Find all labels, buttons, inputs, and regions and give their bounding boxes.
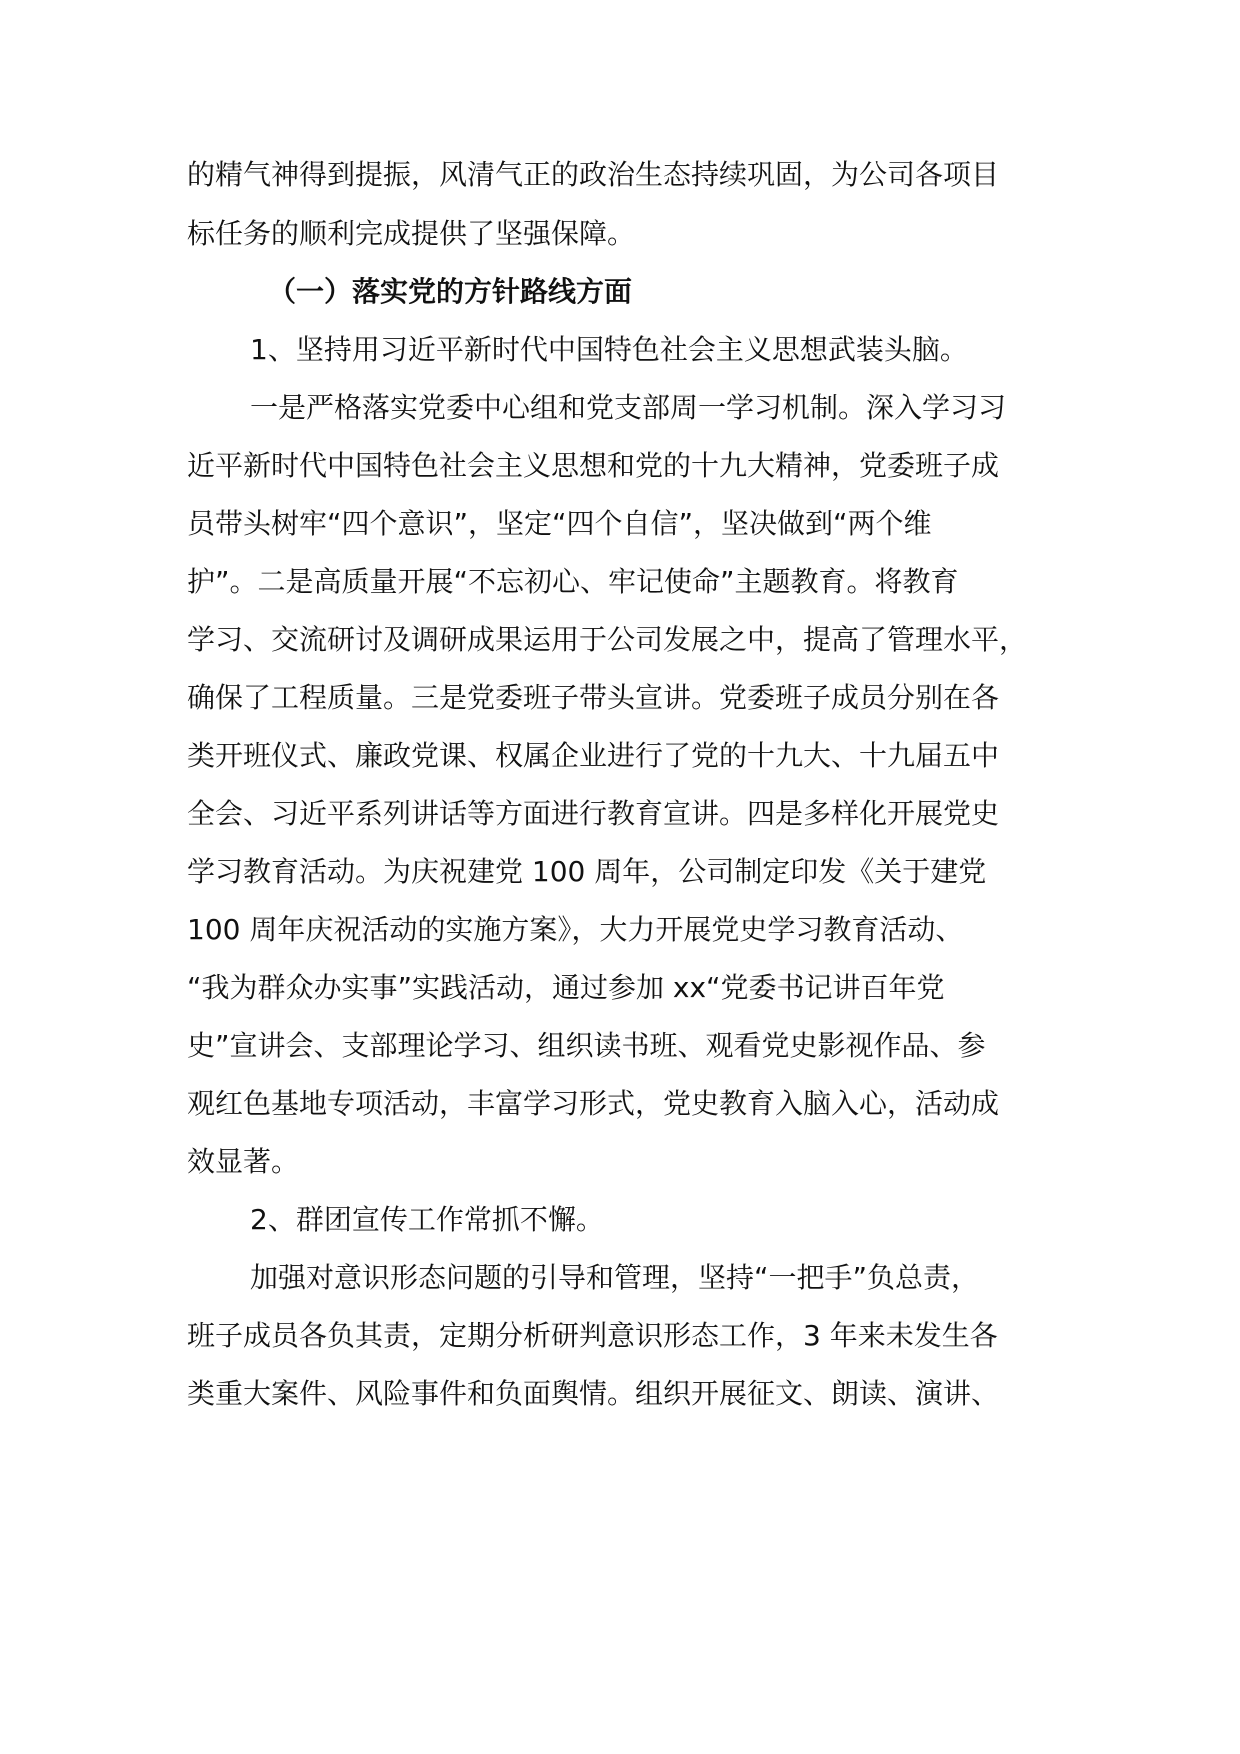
paragraph-line: 观红色基地专项活动，丰富学习形式，党史教育入脑入心，活动成 [187,1087,1000,1120]
paragraph-line: 史”宣讲会、支部理论学习、组织读书班、观看党史影视作品、参 [187,1029,986,1062]
paragraph-line: 标任务的顺利完成提供了坚强保障。 [187,217,636,250]
subsection-heading: 1、坚持用习近平新时代中国特色社会主义思想武装头脑。 [250,333,968,366]
paragraph-line: 的精气神得到提振，风清气正的政治生态持续巩固，为公司各项目 [187,158,1000,191]
subsection-heading: 2、群团宣传工作常抓不懈。 [250,1203,604,1236]
paragraph-line: 近平新时代中国特色社会主义思想和党的十九大精神，党委班子成 [187,449,1000,482]
paragraph-line: 效显著。 [187,1145,300,1178]
paragraph-line: 学习教育活动。为庆祝建党 100 周年，公司制定印发《关于建党 [187,855,987,888]
paragraph-line: 护”。二是高质量开展“不忘初心、牢记使命”主题教育。将教育 [187,565,959,598]
paragraph-line: 员带头树牢“四个意识”，坚定“四个自信”，坚决做到“两个维 [187,507,932,540]
paragraph-line: 加强对意识形态问题的引导和管理，坚持“一把手”负总责， [250,1261,980,1294]
paragraph-line: 班子成员各负其责，定期分析研判意识形态工作，3 年来未发生各 [187,1319,998,1352]
paragraph-line: 学习、交流研讨及调研成果运用于公司发展之中，提高了管理水平， [187,623,1028,656]
paragraph-line: 全会、习近平系列讲话等方面进行教育宣讲。四是多样化开展党史 [187,797,1000,830]
paragraph-line: 确保了工程质量。三是党委班子带头宣讲。党委班子成员分别在各 [187,681,1000,714]
paragraph-line: “我为群众办实事”实践活动，通过参加 xx“党委书记讲百年党 [187,971,945,1004]
paragraph-line: 类开班仪式、廉政党课、权属企业进行了党的十九大、十九届五中 [187,739,1000,772]
paragraph-line: 一是严格落实党委中心组和党支部周一学习机制。深入学习习 [250,391,1007,424]
paragraph-line: 100 周年庆祝活动的实施方案》，大力开展党史学习教育活动、 [187,913,964,946]
section-heading: （一）落实党的方针路线方面 [268,275,633,308]
paragraph-line: 类重大案件、风险事件和负面舆情。组织开展征文、朗读、演讲、 [187,1377,1000,1410]
